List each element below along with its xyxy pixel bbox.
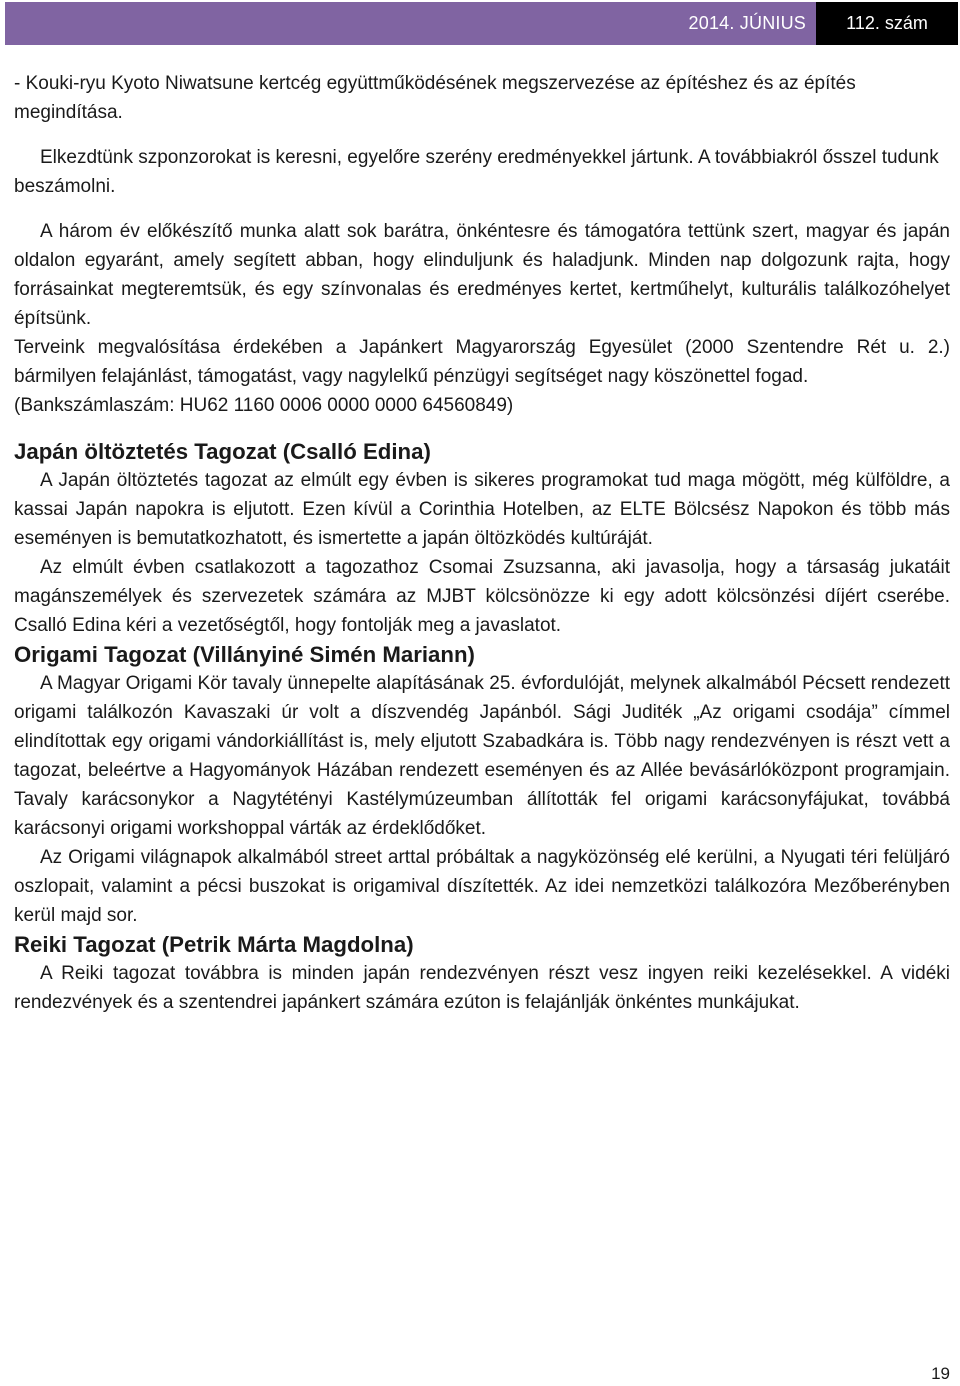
page-header: [5, 2, 958, 45]
donation-paragraph: Terveink megvalósítása érdekében a Japánkert Magyarország Egyesület (2000 Szentendre Rét u. 2.) bármilyen felajánlást, támogatást, vagy nagylelkű pénzügyi segítséget nagy köszönettel fogad.: [14, 337, 950, 387]
section-heading-origami: Origami Tagozat (Villányiné Simén Mariann): [14, 642, 475, 667]
list-item-bullet: - Kouki-ryu Kyoto Niwatsune kertcég együttműködésének megszervezése az építéshez és az építés megindítása.: [14, 73, 856, 123]
section-heading-reiki: Reiki Tagozat (Petrik Márta Magdolna): [14, 932, 414, 957]
issue-date: 2014. JÚNIUS: [5, 2, 816, 45]
section-paragraph: A Japán öltöztetés tagozat az elmúlt egy évben is sikeres programokat tud maga mögött, még külföldre, a kassai Japán napokra is eljutott. Ezen kívül a Corinthia Hotelben, az ELTE Bölcsész Napokon és több más eseményen is bemutatkozhatott, és ismertette a japán öltözködés kultúráját.: [14, 470, 950, 549]
section-paragraph: Az Origami világnapok alkalmából street arttal próbáltak a nagyközönség elé kerülni, a Nyugati téri felüljáró oszlopait, valamint a pécsi buszokat is origamival díszítették. Az idei nemzetközi találkozóra Mezőberényben kerül majd sor.: [14, 847, 950, 926]
issue-number: 112. szám: [816, 2, 958, 45]
section-paragraph: A Magyar Origami Kör tavaly ünnepelte alapításának 25. évfordulóját, melynek alkalmából Pécsett rendezett origami találkozón Kavaszaki úr volt a díszvendég Japánból. Sági Juditék „Az origami csodája” címmel elindítottak egy origami vándorkiállítást is, mely eljutott Szabadkára is. Több nagy rendezvényen is részt vett a tagozat, beleértve a Hagyományok Házában rendezett eseményen és az Allée bevásárlóközpont programjain. Tavaly karácsonykor a Nagytétényi Kastélymúzeumban állították fel origami karácsonyfájukat, továbbá karácsonyi origami workshoppal várták az érdeklődőket.: [14, 673, 950, 839]
sponsor-paragraph: Elkezdtünk szponzorokat is keresni, egyelőre szerény eredményekkel jártunk. A továbbiakról ősszel tudunk beszámolni.: [14, 147, 939, 197]
section-paragraph: Az elmúlt évben csatlakozott a tagozathoz Csomai Zsuzsanna, aki javasolja, hogy a társaság jukatáit magánszemélyek és szervezetek számára az MJBT kölcsönözze ki egy adott kölcsönzési díjért cserébe. Csalló Edina kéri a vezetőségtől, hogy fontolják meg a javaslatot.: [14, 557, 950, 636]
section-heading-kimono: Japán öltöztetés Tagozat (Csalló Edina): [14, 439, 431, 464]
bank-account: (Bankszámlaszám: HU62 1160 0006 0000 0000 64560849): [14, 395, 514, 416]
article-body: [14, 69, 950, 1017]
section-paragraph: A Reiki tagozat továbbra is minden japán rendezvényen részt vesz ingyen reiki kezelésekkel. A vidéki rendezvények és a szentendrei japánkert számára ezúton is felajánlják önkéntes munkájukat.: [14, 963, 950, 1013]
page-number: 19: [931, 1364, 950, 1383]
volunteers-paragraph: A három év előkészítő munka alatt sok barátra, önkéntesre és támogatóra tettünk szert, magyar és japán oldalon egyaránt, amely segített abban, hogy elinduljunk és haladjunk. Minden nap dolgozunk rajta, hogy forrásainkat megteremtsük, és egy színvonalas és eredményes kertet, kertműhelyt, kulturális találkozóhelyet építsünk.: [14, 221, 950, 329]
